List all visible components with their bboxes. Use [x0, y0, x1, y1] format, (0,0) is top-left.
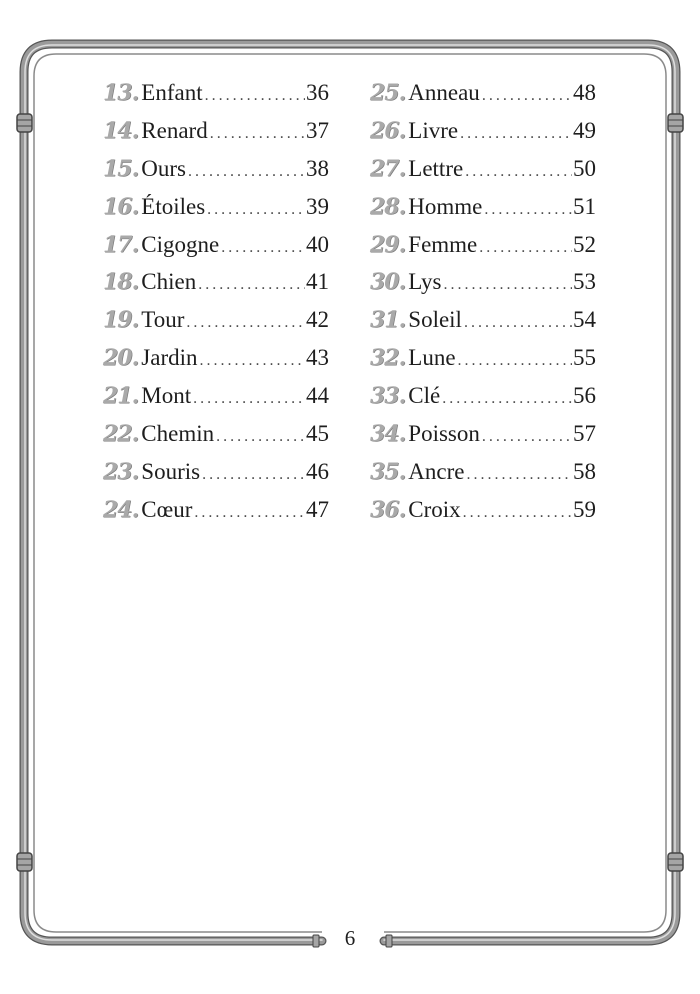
frame-end-cap-right — [386, 935, 392, 947]
toc-entry-number: 21. — [103, 383, 139, 410]
frame-binding-right-bottom — [668, 853, 683, 871]
toc-entry-title: Mont — [141, 383, 192, 409]
toc-entry — [370, 269, 596, 307]
toc-entry-title: Souris — [141, 458, 201, 484]
toc-entry-title: Renard — [141, 117, 208, 143]
toc-entry-title: Femme — [408, 231, 478, 257]
toc-entry — [103, 232, 329, 270]
toc-entry-number: 28. — [370, 193, 406, 220]
toc-dot-leader — [458, 352, 572, 370]
toc-entry-number: 22. — [103, 421, 139, 448]
toc-dot-leader — [465, 163, 572, 181]
toc-entry-title: Lettre — [408, 155, 464, 181]
toc-entry — [103, 269, 329, 307]
toc-entry — [370, 194, 596, 232]
toc-entry-title: Clé — [408, 383, 441, 409]
toc-entry-title: Tour — [141, 307, 185, 333]
toc-dot-leader — [479, 239, 572, 257]
toc-entry-page: 37 — [306, 117, 329, 143]
toc-entry-title: Ancre — [408, 458, 465, 484]
frame-end-cap-left — [313, 935, 319, 947]
toc-entry-number: 23. — [103, 458, 139, 485]
toc-entry-page: 49 — [573, 117, 596, 143]
toc-entry-title: Lys — [408, 269, 442, 295]
toc-entry-title: Livre — [408, 117, 459, 143]
toc-entry — [103, 421, 329, 459]
toc-dot-leader — [482, 87, 572, 105]
toc-entry — [103, 383, 329, 421]
toc-dot-leader — [442, 390, 572, 408]
toc-entry — [370, 345, 596, 383]
toc-entry-number: 36. — [370, 496, 406, 523]
toc-entry-title: Poisson — [408, 421, 480, 447]
toc-entry-number: 16. — [103, 193, 139, 220]
toc-entry-number: 30. — [370, 269, 406, 296]
toc-column-left — [103, 80, 329, 535]
toc-dot-leader — [194, 504, 305, 522]
toc-entry-number: 17. — [103, 231, 139, 258]
toc-entry-title: Cigogne — [141, 231, 220, 257]
toc-entry-number: 27. — [370, 155, 406, 182]
toc-entry-number: 18. — [103, 269, 139, 296]
toc-entry-number: 13. — [103, 80, 139, 106]
toc-entry-page: 53 — [573, 269, 596, 295]
toc-dot-leader — [186, 314, 305, 332]
toc-dot-leader — [463, 504, 572, 522]
toc-dot-leader — [200, 352, 306, 370]
toc-entry-title: Lune — [408, 345, 456, 371]
toc-entry-page: 48 — [573, 80, 596, 105]
toc-dot-leader — [207, 201, 305, 219]
toc-entry-page: 57 — [573, 421, 596, 447]
toc-entry-page: 45 — [306, 421, 329, 447]
toc-entry-number: 24. — [103, 496, 139, 523]
toc-entry-number: 26. — [370, 117, 406, 144]
toc-entry-page: 40 — [306, 231, 329, 257]
toc-dot-leader — [466, 466, 572, 484]
toc-entry-page: 36 — [306, 80, 329, 105]
toc-entry-title: Ours — [141, 155, 187, 181]
toc-entry — [103, 307, 329, 345]
toc-entry — [103, 194, 329, 232]
toc-entry-title: Jardin — [141, 345, 198, 371]
toc-entry-page: 42 — [306, 307, 329, 333]
toc-entry-page: 54 — [573, 307, 596, 333]
frame-binding-left-bottom — [17, 853, 32, 871]
toc-entry — [370, 421, 596, 459]
toc-entry-page: 56 — [573, 383, 596, 409]
toc-entry-number: 15. — [103, 155, 139, 182]
toc-entry-number: 14. — [103, 117, 139, 144]
toc-entry-page: 47 — [306, 496, 329, 522]
toc-entry — [370, 232, 596, 270]
toc-dot-leader — [444, 276, 572, 294]
toc-entry-number: 35. — [370, 458, 406, 485]
toc-entry-page: 38 — [306, 155, 329, 181]
toc-entry — [370, 118, 596, 156]
toc-dot-leader — [210, 125, 305, 143]
toc-entry-number: 25. — [370, 80, 406, 106]
toc-entry-page: 44 — [306, 383, 329, 409]
toc-dot-leader — [221, 239, 305, 257]
toc-dot-leader — [460, 125, 572, 143]
frame-binding-right-top — [668, 114, 683, 132]
toc-entry-page: 58 — [573, 458, 596, 484]
toc-entry — [370, 80, 596, 118]
toc-dot-leader — [216, 428, 305, 446]
toc-entry-number: 32. — [370, 345, 406, 372]
toc-entry-number: 31. — [370, 307, 406, 334]
toc-entry — [103, 118, 329, 156]
toc-entry-page: 43 — [306, 345, 329, 371]
toc-entry-page: 59 — [573, 496, 596, 522]
toc-entry-title: Chien — [141, 269, 197, 295]
toc-dot-leader — [205, 87, 305, 105]
toc-dot-leader — [484, 201, 572, 219]
toc-entry-number: 20. — [103, 345, 139, 372]
toc-entry — [103, 156, 329, 194]
toc-dot-leader — [198, 276, 305, 294]
toc-entry — [370, 497, 596, 535]
toc-entry-title: Croix — [408, 496, 461, 522]
toc-entry-number: 29. — [370, 231, 406, 258]
toc-dot-leader — [188, 163, 305, 181]
toc-entry-page: 51 — [573, 193, 596, 219]
toc-entry — [103, 345, 329, 383]
frame-binding-left-top — [17, 114, 32, 132]
toc-entry — [370, 459, 596, 497]
toc-entry-title: Enfant — [141, 80, 203, 105]
toc-entry — [370, 156, 596, 194]
toc-entry — [103, 497, 329, 535]
toc-entry — [103, 459, 329, 497]
toc-entry — [370, 383, 596, 421]
toc-entry-title: Étoiles — [141, 193, 206, 219]
toc-entry-page: 55 — [573, 345, 596, 371]
toc-entry-page: 39 — [306, 193, 329, 219]
toc-entry-number: 34. — [370, 421, 406, 448]
toc-dot-leader — [482, 428, 572, 446]
toc-entry-title: Anneau — [408, 80, 480, 105]
toc-entry-title: Chemin — [141, 421, 215, 447]
toc-entry-title: Homme — [408, 193, 483, 219]
toc-entry-page: 41 — [306, 269, 329, 295]
toc-entry-title: Soleil — [408, 307, 462, 333]
toc-entry-number: 19. — [103, 307, 139, 334]
page-number: 6 — [344, 926, 356, 950]
toc-entry-page: 52 — [573, 231, 596, 257]
toc-entry — [370, 307, 596, 345]
toc-dot-leader — [464, 314, 572, 332]
toc-dot-leader — [202, 466, 305, 484]
toc-entry-number: 33. — [370, 383, 406, 410]
toc-entry-title: Cœur — [141, 496, 193, 522]
toc-entry-page: 46 — [306, 458, 329, 484]
toc-dot-leader — [193, 390, 305, 408]
toc-entry — [103, 80, 329, 118]
toc-entry-page: 50 — [573, 155, 596, 181]
toc-column-right — [370, 80, 596, 535]
